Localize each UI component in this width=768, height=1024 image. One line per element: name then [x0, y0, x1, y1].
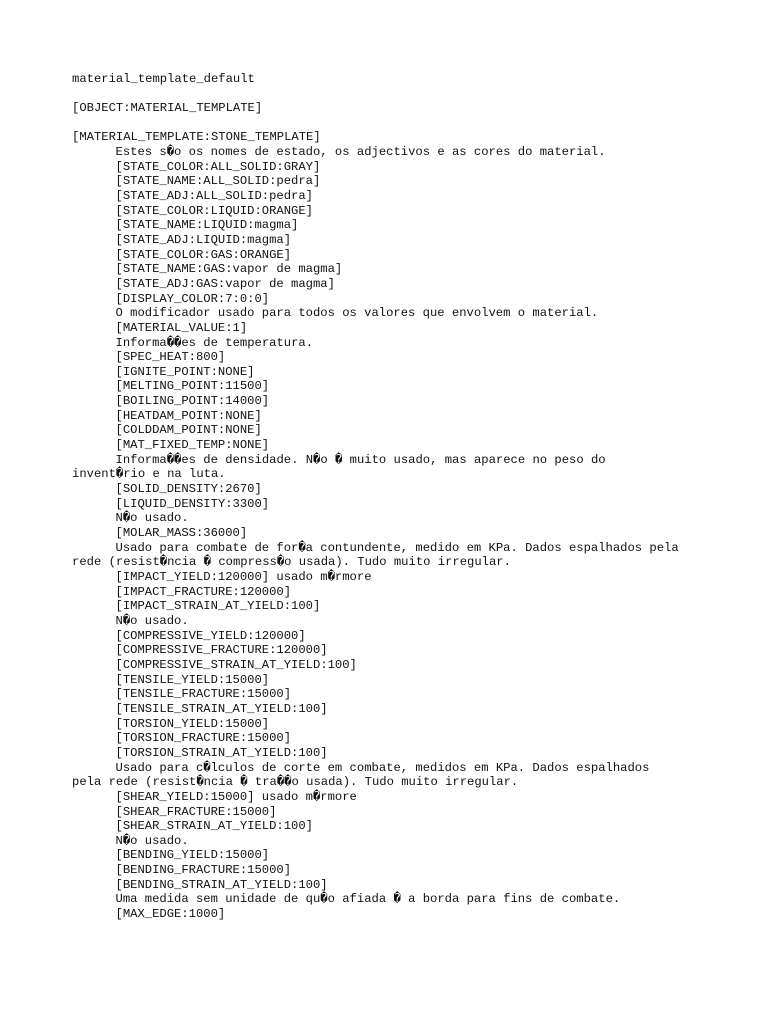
tag-line: [STATE_COLOR:LIQUID:ORANGE]	[115, 203, 313, 218]
comment-line: O modificador usado para todos os valores que envolvem o material.	[115, 306, 599, 321]
tag-line: [TORSION_STRAIN_AT_YIELD:100]	[115, 745, 328, 760]
tag-line: [MAX_EDGE:1000]	[115, 907, 226, 922]
document-page	[72, 72, 712, 922]
tag-line: [COMPRESSIVE_FRACTURE:120000]	[115, 643, 328, 658]
comment-line: Uma medida sem unidade de qu�o afiada � a borda para fins de combate.	[115, 892, 621, 907]
tag-line: [STATE_NAME:GAS:vapor de magma]	[115, 262, 343, 277]
comment-line: N�o usado.	[115, 613, 189, 628]
tag-line: [MELTING_POINT:11500]	[115, 379, 270, 394]
tag-line: [SHEAR_FRACTURE:15000]	[115, 804, 277, 819]
tag-line: [COLDDAM_POINT:NONE]	[115, 423, 262, 438]
tag-line: [LIQUID_DENSITY:3300]	[115, 496, 270, 511]
tag-line: [IMPACT_STRAIN_AT_YIELD:100]	[115, 599, 321, 614]
document-filename: material_template_default	[72, 72, 255, 86]
tag-line: [COMPRESSIVE_STRAIN_AT_YIELD:100]	[115, 657, 357, 672]
tag-line: [TENSILE_YIELD:15000]	[115, 672, 270, 687]
tag-line: [STATE_ADJ:ALL_SOLID:pedra]	[115, 188, 313, 203]
tag-line: [BENDING_STRAIN_AT_YIELD:100]	[115, 877, 328, 892]
object-header: [OBJECT:MATERIAL_TEMPLATE]	[72, 100, 263, 115]
tag-line: [IMPACT_YIELD:120000] usado m�rmore	[115, 570, 372, 584]
tag-line: [BENDING_YIELD:15000]	[115, 848, 270, 863]
comment-line: rede (resist�ncia � compress�o usada). Tudo muito irregular.	[72, 555, 511, 570]
comment-line: Estes s�o os nomes de estado, os adjectivos e as cores do material.	[115, 144, 606, 159]
tag-line: [DISPLAY_COLOR:7:0:0]	[115, 291, 270, 306]
tag-line: [BOILING_POINT:14000]	[115, 394, 270, 409]
tag-line: [SPEC_HEAT:800]	[115, 350, 226, 365]
comment-line: Informa��es de densidade. N�o � muito usado, mas aparece no peso do	[115, 452, 606, 467]
tag-line: [STATE_NAME:ALL_SOLID:pedra]	[115, 174, 321, 189]
template-header: [MATERIAL_TEMPLATE:STONE_TEMPLATE]	[72, 130, 321, 145]
tag-line: [COMPRESSIVE_YIELD:120000]	[115, 628, 306, 643]
tag-line: [TORSION_FRACTURE:15000]	[115, 731, 292, 746]
comment-line: Usado para combate de for�a contundente, medido em KPa. Dados espalhados pela	[115, 540, 679, 555]
spacer	[72, 115, 712, 130]
tag-line: [MATERIAL_VALUE:1]	[115, 320, 248, 335]
tag-line: [STATE_COLOR:ALL_SOLID:GRAY]	[115, 159, 321, 174]
comment-line: pela rede (resist�ncia � tra��o usada). Tudo muito irregular.	[72, 775, 519, 790]
tag-line: [HEATDAM_POINT:NONE]	[115, 408, 262, 423]
tag-line: [TORSION_YIELD:15000]	[115, 716, 270, 731]
comment-line: invent�rio e na luta.	[72, 467, 226, 482]
tag-line: [SHEAR_STRAIN_AT_YIELD:100]	[115, 819, 313, 834]
template-body	[72, 145, 712, 922]
tag-line: [MAT_FIXED_TEMP:NONE]	[115, 438, 270, 453]
tag-line: [STATE_ADJ:GAS:vapor de magma]	[115, 276, 335, 291]
tag-line: [SOLID_DENSITY:2670]	[115, 482, 262, 497]
tag-line: [MOLAR_MASS:36000]	[115, 526, 248, 541]
spacer	[72, 87, 712, 101]
tag-line: [IMPACT_FRACTURE:120000]	[115, 584, 292, 599]
tag-line: [SHEAR_YIELD:15000] usado m�rmore	[115, 789, 357, 804]
tag-line: [IGNITE_POINT:NONE]	[115, 364, 255, 379]
tag-line: [STATE_NAME:LIQUID:magma]	[115, 218, 299, 233]
comment-line: Usado para c�lculos de corte em combate, medidos em KPa. Dados espalhados	[115, 760, 650, 775]
tag-line: [STATE_COLOR:GAS:ORANGE]	[115, 247, 292, 262]
comment-line: N�o usado.	[115, 833, 189, 848]
tag-line: [BENDING_FRACTURE:15000]	[115, 863, 292, 878]
tag-line: [TENSILE_STRAIN_AT_YIELD:100]	[115, 701, 328, 716]
tag-line: [STATE_ADJ:LIQUID:magma]	[115, 232, 292, 247]
comment-line: Informa��es de temperatura.	[115, 335, 314, 350]
comment-line: N�o usado.	[115, 511, 189, 526]
tag-line: [TENSILE_FRACTURE:15000]	[115, 687, 292, 702]
